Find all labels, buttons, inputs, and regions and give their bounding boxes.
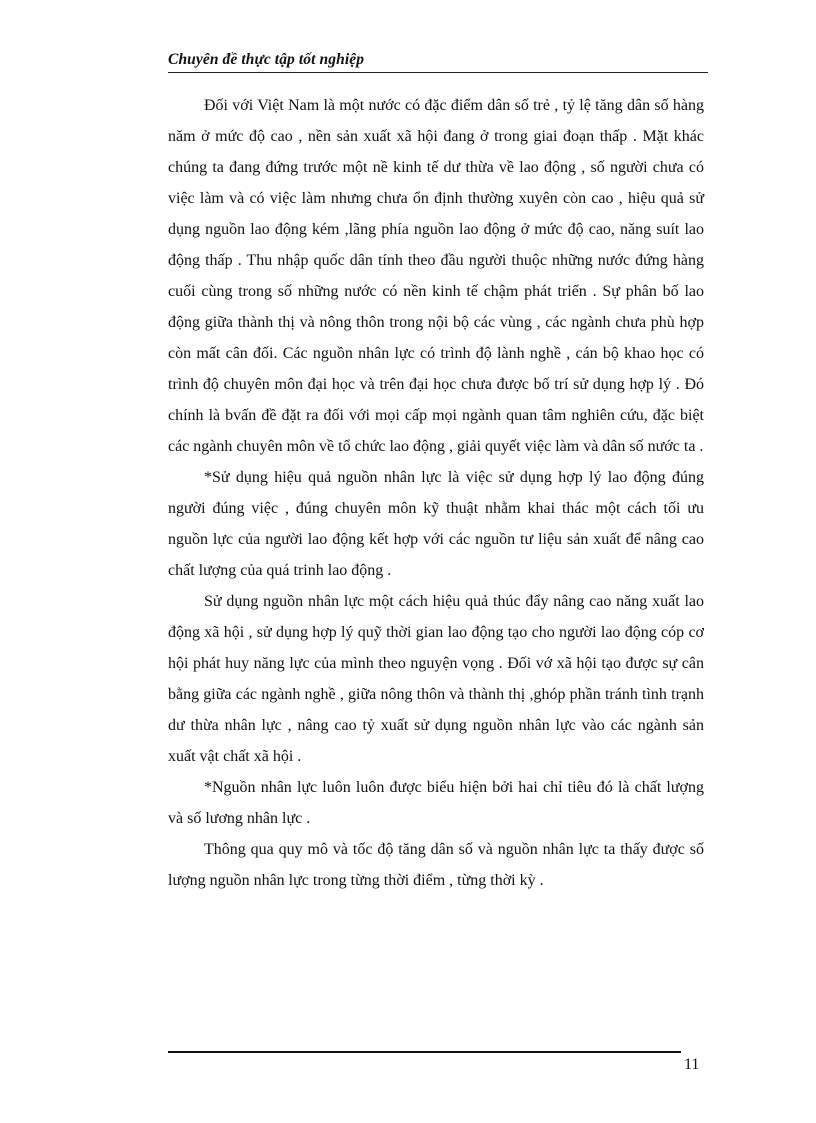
body-text	[168, 90, 704, 896]
paragraph-effective-use-benefits: Sử dụng nguồn nhân lực một cách hiệu quả thúc đẩy nâng cao năng xuất lao động xã hội , sử dụng hợp lý quỹ thời gian lao động tạo cho người lao động cóp cơ hội phát huy năng lực của mình theo nguyện vọng . Đối vớ xã hội tạo được sự cân bằng giữa các ngành nghề , giữa nông thôn và thành thị ,ghóp phần tránh tình trạnh dư thừa nhân lực , nâng cao tỷ xuất sử dụng nguồn nhân lực vào các ngành sản xuất vật chất xã hội .	[168, 593, 704, 765]
footer-rule	[168, 1051, 681, 1053]
paragraph-population-scale: Thông qua quy mô và tốc độ tăng dân số và nguồn nhân lực ta thấy được số lượng nguồn nhân lực trong từng thời điểm , từng thời kỳ .	[168, 841, 704, 889]
page-header	[168, 50, 708, 73]
paragraph-vietnam-labor-situation: Đối với Việt Nam là một nước có đặc điểm dân số trẻ , tỷ lệ tăng dân số hàng năm ở mức độ cao , nền sản xuất xã hội đang ở trong giai đoạn thấp . Mặt khác chúng ta đang đứng trước một nề kinh tế dư thừa về lao động , số người chưa có việc làm và có việc làm nhưng chưa ổn định thường xuyên còn cao , hiệu quả sử dụng nguồn lao động kém ,lãng phía nguồn lao động ở mức độ cao, năng suít lao động thấp . Thu nhập quốc dân tính theo đầu người thuộc những nước đứng hàng cuối cùng trong số những nước có nền kinh tế chậm phát triển . Sự phân bố lao động giữa thành thị và nông thôn trong nội bộ các vùng , các ngành chưa phù hợp còn mất cân đối. Các nguồn nhân lực có trình độ lành nghề , cán bộ khao học có trình độ chuyên môn đại học và trên đại học chưa được bố trí sử dụng hợp lý . Đó chính là bvấn đề đặt ra đối với mọi cấp mọi ngành quan tâm nghiên cứu, đặc biệt các ngành chuyên môn về tổ chức lao động , giải quyết việc làm và dân số nước ta .	[168, 97, 704, 455]
paragraph-quality-quantity-indicators: *Nguồn nhân lực luôn luôn được biểu hiện bởi hai chỉ tiêu đó là chất lượng và số lương nhân lực .	[168, 779, 704, 827]
paragraph-effective-use-definition: *Sử dụng hiệu quả nguồn nhân lực là việc sử dụng hợp lý lao động đúng người đúng việc , đúng chuyên môn kỹ thuật nhằm khai thác một cách tối ưu nguồn lực của người lao động kết hợp với các nguồn tư liệu sản xuất để nâng cao chất lượng của quá trinh lao động .	[168, 469, 704, 579]
page-header-title: Chuyên đề thực tập tốt nghiệp	[168, 51, 365, 68]
page-number: 11	[684, 1056, 700, 1073]
